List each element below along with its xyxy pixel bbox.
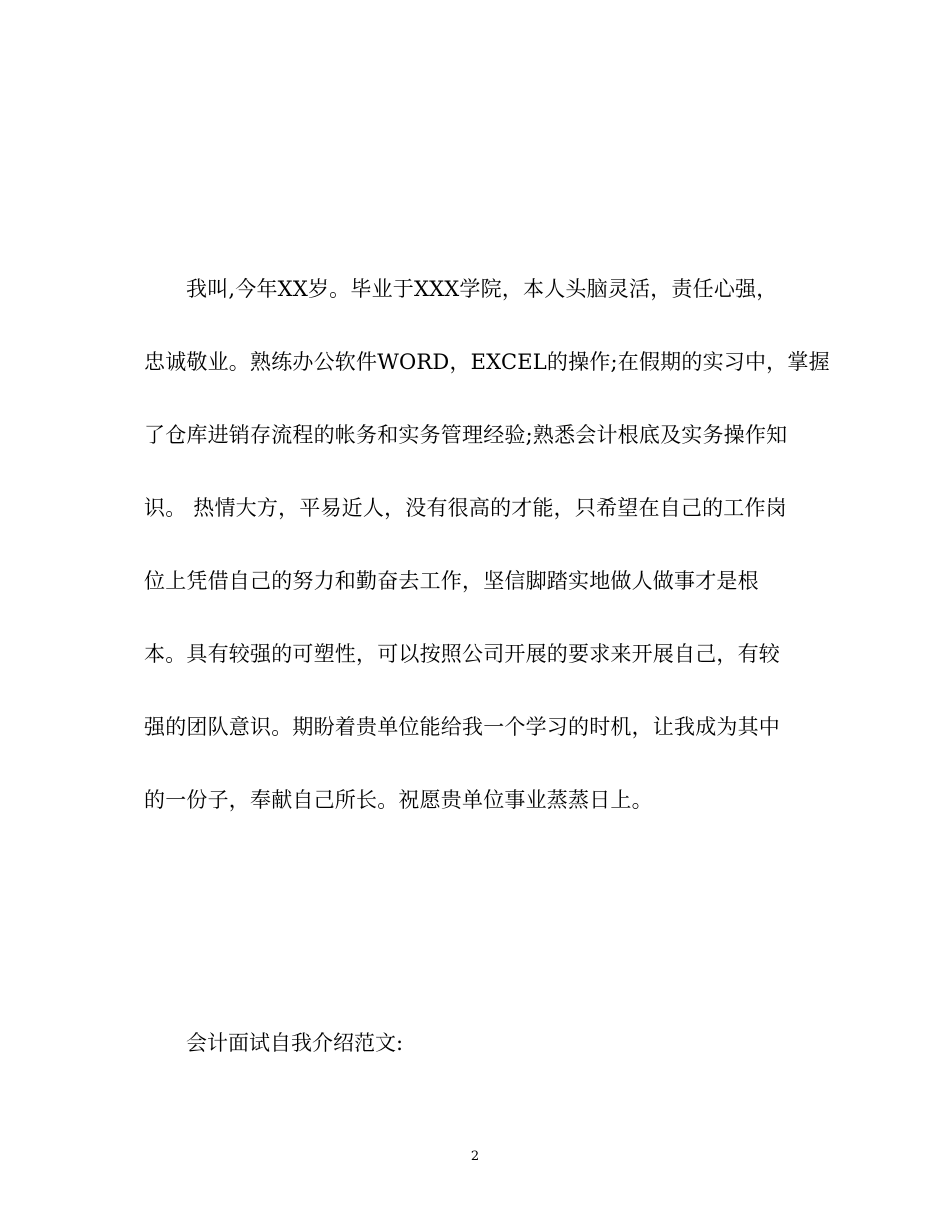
paragraph-line-6: 本。具有较强的可塑性，可以按照公司开展的要求来开展自己，有较 bbox=[144, 642, 780, 666]
paragraph-line-5: 位上凭借自己的努力和勤奋去工作，坚信脚踏实地做人做事才是根 bbox=[144, 569, 759, 593]
page-number: 2 bbox=[470, 1149, 480, 1164]
paragraph-line-2: 忠诚敬业。熟练办公软件WORD，EXCEL的操作;在假期的实习中，掌握 bbox=[144, 350, 830, 374]
section-heading: 会计面试自我介绍范文: bbox=[186, 1031, 404, 1055]
paragraph-line-3: 了仓库进销存流程的帐务和实务管理经验;熟悉会计根底及实务操作知 bbox=[144, 423, 788, 447]
paragraph-line-1: 我叫,今年XX岁。毕业于XXX学院，本人头脑灵活，责任心强， bbox=[186, 277, 778, 301]
paragraph-line-7: 强的团队意识。期盼着贵单位能给我一个学习的时机，让我成为其中 bbox=[144, 715, 780, 739]
paragraph-line-4: 识。 热情大方，平易近人，没有很高的才能，只希望在自己的工作岗 bbox=[144, 496, 787, 520]
paragraph-line-8: 的一份子，奉献自己所长。祝愿贵单位事业蒸蒸日上。 bbox=[144, 788, 653, 812]
